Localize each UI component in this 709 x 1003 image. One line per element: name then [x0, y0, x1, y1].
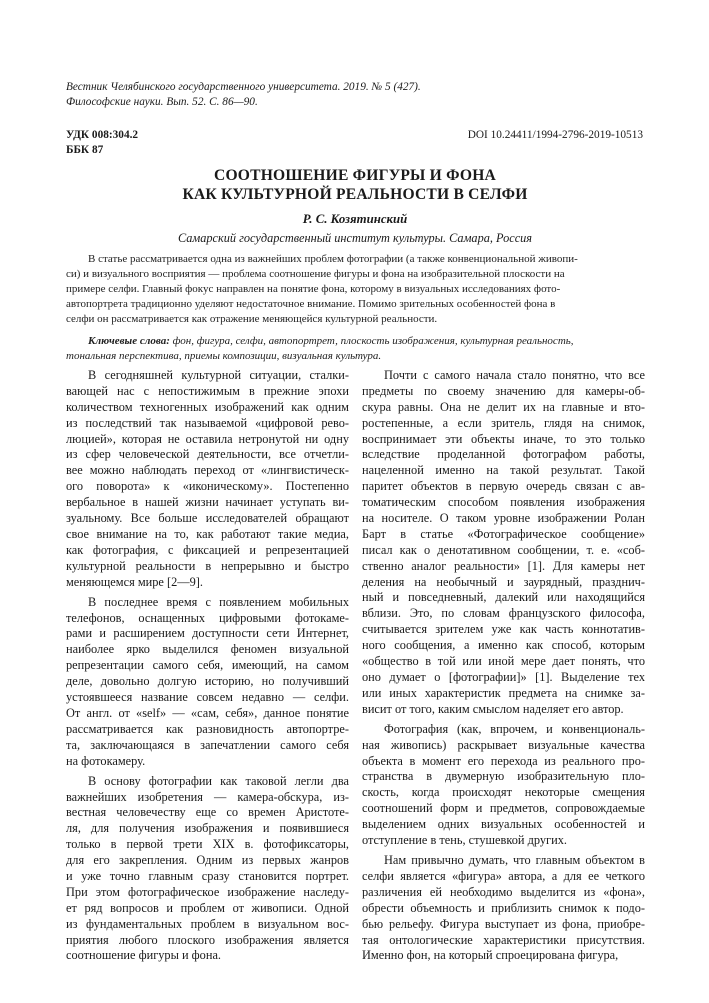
- body-text-line: оно думает о [фотографии]» [1]. Выделение тех: [362, 669, 645, 684]
- body-text-line: деле, довольно долгую историю, но получивший: [66, 674, 349, 689]
- body-text-line: вербальное в нашей жизни начинает уступать ви-: [66, 495, 349, 510]
- body-text-line: В последнее время с появлением мобильных: [88, 594, 349, 609]
- keywords-label: Ключевые слова:: [88, 335, 170, 347]
- abstract-line: си) и визуального восприятия — проблема соотношение фигуры и фона на изобразительной плоскости на: [66, 268, 565, 281]
- body-text-line: меняющемся мире [2—9].: [66, 574, 203, 589]
- body-text-line: нацеленной именно на такой результат. Такой: [362, 463, 645, 478]
- bbk-code: ББК 87: [66, 144, 104, 156]
- journal-citation-line2: Философские науки. Вып. 52. С. 86—90.: [66, 96, 258, 108]
- body-text-line: ный и повседневный, далекий или находящийся: [362, 590, 645, 605]
- body-text-line: воспринимает эти объекты иначе, то это только: [362, 431, 645, 446]
- body-text-line: деления на необычный и заурядный, празднич-: [362, 574, 645, 589]
- body-text-line: вблизи. Это, по словам французского философа,: [362, 606, 645, 621]
- body-text-line: как фотография, с фиксацией и репрезентацией: [66, 542, 349, 557]
- body-text-line: ля, для получения изображения и появившиеся: [66, 821, 349, 836]
- body-text-line: висит от того, каким смыслом наделяет его автор.: [362, 701, 624, 716]
- body-text-line: из сфер человеческой деятельности, все отчетли-: [66, 447, 349, 462]
- body-text-line: томатическим способом появления изображения: [362, 495, 645, 510]
- body-text-line: важнейших изобретения — камера-обскура, из-: [66, 789, 349, 804]
- body-text-line: ственно аналог реальности» [1]. Для камеры нет: [362, 558, 645, 573]
- body-text-line: От англ. от «self» — «сам, себя», данное понятие: [66, 705, 349, 720]
- abstract-line: В статье рассматривается одна из важнейших проблем фотографии (а также конвенциональной живопи-: [88, 253, 578, 265]
- body-text-line: приятия любого плоского изображения является: [66, 932, 349, 947]
- body-text-line: Фотография (как, впрочем, и конвенциональ-: [384, 721, 645, 736]
- body-text-line: рассматривается как разновидность автопортре-: [66, 721, 349, 736]
- body-text-line: вследствие проделанной фотографом работы,: [362, 447, 645, 462]
- body-text-line: тая онтологические характеристики присутствия.: [362, 932, 645, 947]
- body-text-line: бью рельефу. Фигура выступает из фона, приобре-: [362, 916, 645, 931]
- keywords: [66, 334, 643, 364]
- body-text-line: и уже точно главным сразу становится портрет.: [66, 868, 349, 883]
- body-text-line: рами и расширением доступности сети Интернет,: [66, 626, 349, 641]
- body-text-line: предметы по своему значению для камеры-об-: [362, 383, 645, 398]
- body-text-line: скость, когда происходят некоторые смещения: [362, 785, 645, 800]
- article-title: [60, 166, 650, 204]
- body-text-line: из фундаментальных проблем в визуальном вос-: [66, 916, 349, 931]
- body-text-line: соотношений форм и предметов, сопровождаемые: [362, 801, 645, 816]
- body-text-line: репрезентации самого себя, имеющий, на самом: [66, 658, 349, 673]
- body-text-line: ростепенные, а если зритель, глядя на снимок,: [362, 415, 645, 430]
- body-text-line: считывается зрителем уже как часть коннотатив-: [362, 622, 645, 637]
- body-text-line: из последствий так называемой «цифровой рево-: [66, 415, 349, 430]
- body-column-left: [66, 368, 349, 964]
- body-text-line: или иных характеристик предмета на снимке за-: [362, 685, 645, 700]
- abstract-line: примере селфи. Главный фокус направлен на понятие фона, которому в визуальных исследованиях фото-: [66, 283, 561, 296]
- body-text-line: ет ряд вопросов и проблем от живописи. Одной: [66, 900, 349, 915]
- body-text-line: только в первой трети XIX в. фотофиксаторы,: [66, 837, 349, 852]
- author-affiliation: Самарский государственный институт культуры. Самара, Россия: [177, 231, 533, 245]
- keywords-line: [66, 334, 643, 349]
- body-text-line: количеством техногенных изображений как одним: [66, 399, 349, 414]
- title-line: СООТНОШЕНИЕ ФИГУРЫ И ФОНА: [213, 167, 497, 184]
- body-text-line: ная живопись) раскрывает визуальные качества: [362, 737, 645, 752]
- body-text-line: отступление в тень, стушевкой других.: [362, 833, 567, 848]
- body-text-line: обрести объемность и приблизить снимок к подо-: [362, 900, 645, 915]
- udk-code: УДК 008:304.2: [66, 129, 139, 141]
- body-text-line: наиболее ярко выделился феномен визуальной: [66, 642, 349, 657]
- body-text-line: культурной реальности в непрерывно и быстро: [66, 558, 349, 573]
- body-text-line: свое внимание на то, как работают такие медиа,: [66, 526, 349, 541]
- body-text-line: устоявшееся название совсем недавно — селфи.: [66, 690, 349, 704]
- title-line: КАК КУЛЬТУРНОЙ РЕАЛЬНОСТИ В СЕЛФИ: [182, 186, 528, 203]
- classification-codes: [66, 128, 138, 158]
- keywords-list: фон, фигура, селфи, автопортрет, плоскость изображения, культурная реальность,: [172, 335, 574, 347]
- body-text-line: выделением одних визуальных особенностей и: [362, 817, 645, 832]
- body-text-line: В сегодняшней культурной ситуации, сталки-: [88, 368, 349, 382]
- body-text-line: селфи является «фигура» автора, а для ее четкого: [362, 868, 645, 883]
- body-text-line: различения ей необходимо выделится из «фона»,: [362, 884, 645, 899]
- body-text-line: соотношение фигуры и фона.: [66, 948, 222, 963]
- body-text-line: вее можно наблюдать переход от «лингвистическ-: [66, 463, 349, 478]
- body-text-line: та, заключающаяся в запечатлении самого себя: [66, 737, 349, 752]
- body-text-line: вестная человечеству еще со времен Аристоте-: [66, 805, 349, 820]
- body-text-line: для его закрепления. Одним из первых жанров: [66, 853, 349, 868]
- abstract-line: селфи он рассматривается как отражение меняющейся культурной реальности.: [66, 313, 438, 326]
- body-text-line: Именно фон, на который спроецирована фигура,: [362, 948, 619, 963]
- body-text-line: В основу фотографии как таковой легли два: [88, 773, 349, 788]
- body-text-line: «общество в той или иной мере дает понять, что: [362, 654, 645, 669]
- body-text-line: писал как о денотативном сообщении, т. е. «соб-: [362, 542, 645, 557]
- doi: DOI 10.24411/1994-2796-2019-10513: [467, 129, 643, 141]
- body-text-line: Барт в статье «Фотографическое сообщение»: [362, 526, 645, 541]
- body-text-line: ного сообщения, а именно как способ, которым: [362, 638, 645, 653]
- body-text-line: паритет объектов в первую очередь связан с ав-: [362, 479, 645, 494]
- journal-citation-line1: Вестник Челябинского государственного университета. 2019. № 5 (427).: [66, 81, 421, 93]
- body-text-line: При этом фотографическое изображение наследу-: [66, 884, 349, 899]
- body-text-line: вающей нас с непостижимым в прежние эпохи: [66, 383, 349, 398]
- body-text-line: телефонов, оснащенных цифровыми фотокаме-: [66, 610, 349, 625]
- body-text-line: странства в двумерную изобразительную пло-: [362, 769, 645, 784]
- author-name: Р. С. Козятинский: [302, 212, 408, 226]
- keywords-list-continued: тональная перспектива, приемы композиции, визуальная культура.: [66, 350, 382, 363]
- body-text-line: Нам привычно думать, что главным объектом в: [384, 853, 645, 868]
- body-text-line: на фотокамеру.: [66, 753, 146, 768]
- body-text-line: скура равны. Она не делит их на главные и вто-: [362, 399, 645, 414]
- abstract-line: автопортрета традиционно уделяют недостаточное внимание. Помимо зрительных особенностей фона в: [66, 298, 556, 311]
- body-text-line: на носителе. О таком уровне изображении Ролан: [362, 511, 645, 526]
- body-text-line: объекта в момент его перехода из реального про-: [362, 753, 645, 768]
- body-text-line: зуальному. Все больше исследователей обращают: [66, 511, 349, 526]
- journal-citation: [66, 80, 646, 110]
- abstract: [66, 252, 643, 327]
- body-text-line: люцией», которая не оставила нетронутой ни одну: [66, 431, 349, 446]
- body-text-line: Почти с самого начала стало понятно, что все: [384, 368, 645, 382]
- body-text-line: ого поворота» к «иконическому». Постепенно: [66, 479, 349, 494]
- body-column-right: [362, 368, 645, 964]
